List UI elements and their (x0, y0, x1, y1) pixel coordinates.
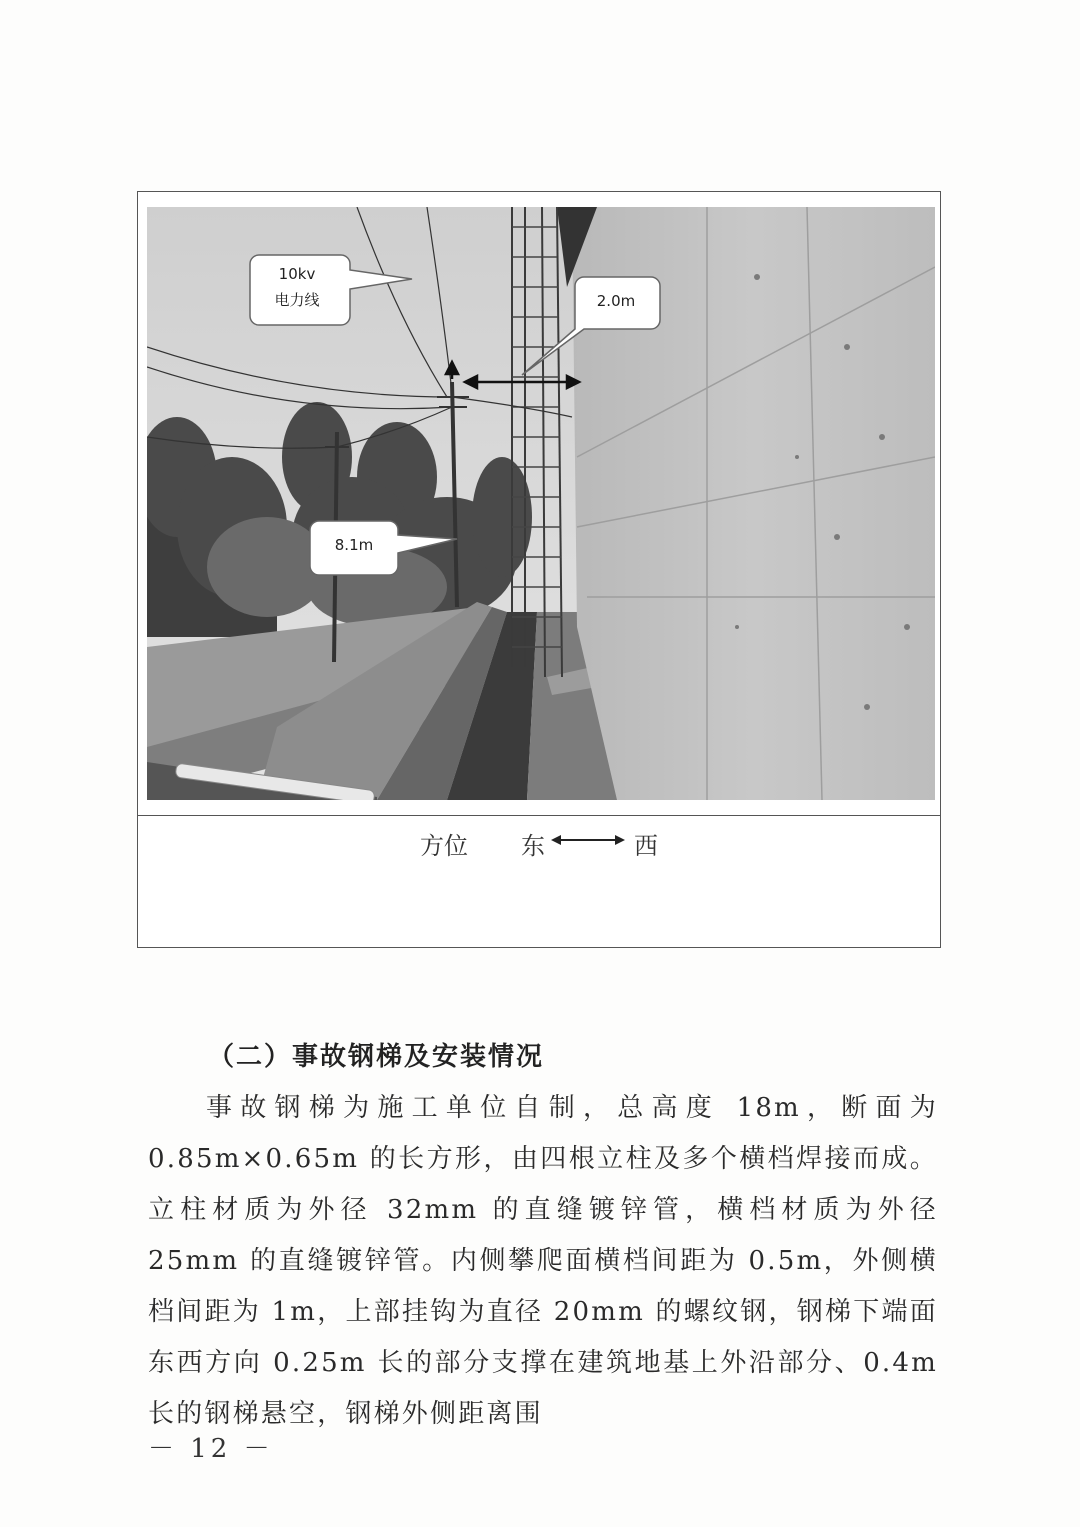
pole-distance-label: 8.1m (334, 536, 374, 554)
direction-west: 西 (634, 832, 658, 860)
section-body (148, 1083, 938, 1440)
ladder-gap-label: 2.0m (596, 292, 636, 310)
power-line-name-label: 电力线 (274, 291, 320, 309)
figure-divider (138, 815, 940, 816)
page-number: － 12 － (148, 1434, 274, 1464)
double-arrow-icon (551, 830, 625, 850)
orientation-label: 方位 (420, 832, 468, 860)
direction-east: 东 (521, 832, 545, 860)
section-heading: （二）事故钢梯及安装情况 (208, 1042, 545, 1072)
power-line-voltage-label: 10kv (278, 265, 316, 283)
figure-caption (0, 826, 1080, 866)
accident-site-photo (147, 207, 935, 800)
body-paragraph: 事故钢梯为施工单位自制，总高度 18m，断面为 0.85m×0.65m 的长方形，由四根立柱及多个横档焊接而成。立柱材质为外径 32mm 的直缝镀锌管，横档材质为外径 25mm 的直缝镀锌管。内侧攀爬面横档间距为 0.5m，外侧横档间距为 1m，上部挂钩为直径 20mm 的螺纹钢，钢梯下端面东西方向 0.25m 长的部分支撑在建筑地基上外沿部分、0.4m 长的钢梯悬空，钢梯外侧距离围 (148, 1093, 938, 1429)
